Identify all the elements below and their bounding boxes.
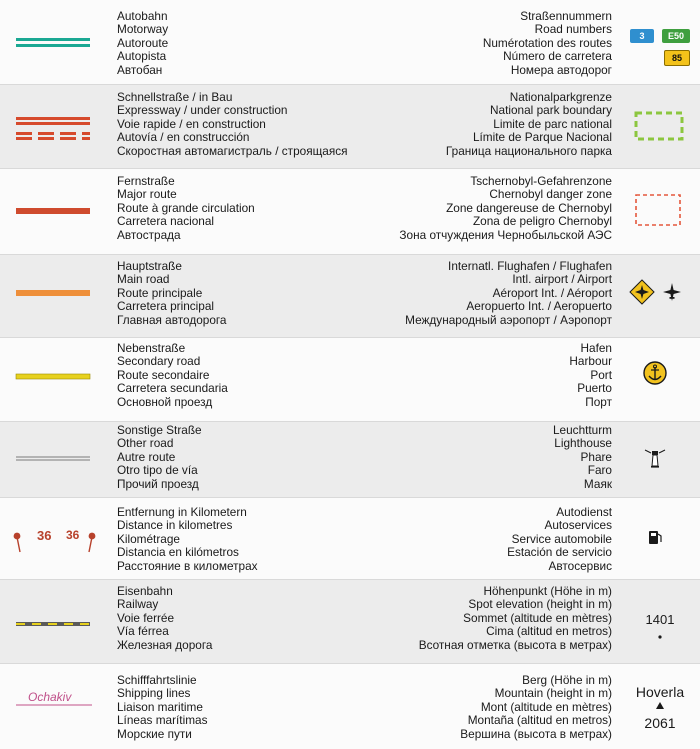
- label: Autobahn: [117, 9, 168, 23]
- label: Скоростная автомагистраль / строящаяся: [117, 143, 348, 158]
- legend-row-major-route: [0, 169, 700, 255]
- label: Shipping lines: [117, 686, 191, 701]
- label: Railway: [117, 597, 159, 612]
- expressway-symbol: [0, 85, 110, 168]
- label: Service automobile: [511, 531, 612, 546]
- label: Spot elevation (height in m): [468, 597, 612, 612]
- label: Zone dangereuse de Chernobyl: [446, 200, 612, 215]
- autoservice-symbol: [620, 498, 700, 579]
- label: Lighthouse: [554, 436, 612, 451]
- label: Otro tipo de vía: [117, 463, 198, 478]
- label: Chernobyl danger zone: [489, 187, 612, 202]
- spot-elevation-labels: [292, 585, 612, 652]
- legend-row-railway: [0, 580, 700, 664]
- label: Estación de servicio: [507, 545, 612, 560]
- label: Höhenpunkt (Höhe in m): [483, 584, 612, 598]
- label: Cima (altitud en metros): [486, 624, 612, 639]
- mountain-name: Hoverla: [635, 684, 685, 700]
- major-route-symbol: [0, 169, 110, 254]
- label: Fernstraße: [117, 174, 175, 188]
- label: Aeropuerto Int. / Aeropuerto: [466, 299, 612, 314]
- label: Zona de peligro Chernobyl: [472, 214, 612, 229]
- label: Sommet (altitude en mètres): [463, 610, 612, 625]
- international-airport-icon: [630, 280, 654, 304]
- label: Montaña (altitud en metros): [467, 713, 612, 728]
- label: Schnellstraße / in Bau: [117, 90, 233, 104]
- label: Carretera principal: [117, 299, 215, 314]
- legend-row-other-road: [0, 422, 700, 498]
- label: Major route: [117, 187, 177, 202]
- mountain-symbol: [620, 664, 700, 744]
- national-park-labels: [292, 91, 612, 158]
- label: Расстояние в километрах: [117, 558, 258, 573]
- distance-value-right: 36: [66, 528, 80, 542]
- label: Nebenstraße: [117, 341, 186, 355]
- label: Маяк: [583, 476, 612, 491]
- label: Порт: [585, 394, 612, 409]
- label: Основной проезд: [117, 394, 213, 409]
- spot-elevation-value: 1401: [645, 612, 675, 627]
- mountain-labels: [292, 674, 612, 741]
- airport-labels: [292, 260, 612, 327]
- ferry-destination-label: Ochakiv: [28, 690, 72, 704]
- label: Secondary road: [117, 354, 201, 369]
- legend-row-expressway: [0, 85, 700, 169]
- label: Граница национального парка: [445, 143, 612, 158]
- harbour-labels: [292, 342, 612, 409]
- label: Autovía / en construcción: [117, 130, 250, 145]
- label: Зона отчуждения Чернобыльской АЭС: [399, 227, 612, 242]
- road-number-badge-blue: 3: [630, 29, 654, 43]
- label: Limite de parc national: [493, 116, 612, 131]
- shipping-line-symbol: [0, 664, 110, 744]
- label: Route à grande circulation: [117, 200, 255, 215]
- autoservice-labels: [292, 506, 612, 573]
- label: Aéroport Int. / Aéroport: [492, 285, 612, 300]
- label: Main road: [117, 272, 170, 287]
- label: Voie rapide / en construction: [117, 116, 266, 131]
- label: Железная дорога: [117, 637, 213, 652]
- legend-row-secondary-road: [0, 338, 700, 422]
- label: Автобан: [117, 62, 163, 77]
- label: Autodienst: [556, 505, 612, 519]
- lighthouse-symbol: [620, 422, 700, 497]
- label: Autopista: [117, 49, 167, 64]
- road-number-labels: [292, 10, 612, 77]
- label: Carretera secundaria: [117, 381, 228, 396]
- label: Вершина (высота в метрах): [460, 726, 612, 741]
- other-road-symbol: [0, 422, 110, 497]
- label: Harbour: [569, 354, 612, 369]
- label: Международный аэропорт / Аэропорт: [405, 312, 612, 327]
- distance-symbol: [0, 498, 110, 579]
- label: Berg (Höhe in m): [522, 673, 612, 687]
- label: Автострада: [117, 227, 181, 242]
- label: Vía férrea: [117, 624, 169, 639]
- lighthouse-labels: [292, 424, 612, 491]
- label: Liaison maritime: [117, 699, 203, 714]
- label: Autoservices: [544, 518, 612, 533]
- label: Intl. airport / Airport: [512, 272, 612, 287]
- distance-value-left: 36: [37, 528, 52, 543]
- label: Автосервис: [548, 558, 612, 573]
- label: Tschernobyl-Gefahrenzone: [470, 174, 612, 188]
- legend-row-motorway: [0, 0, 700, 85]
- legend-row-shipping: [0, 664, 700, 744]
- road-number-badge-yellow: 85: [664, 50, 690, 66]
- label: Distance in kilometres: [117, 518, 233, 533]
- label: Eisenbahn: [117, 584, 173, 598]
- main-road-symbol: [0, 255, 110, 337]
- label: Entfernung in Kilometern: [117, 505, 247, 519]
- airport-icon: [663, 283, 681, 301]
- label: National park boundary: [490, 103, 612, 118]
- anchor-icon: [644, 362, 666, 384]
- label: Other road: [117, 436, 174, 451]
- label: Límite de Parque Nacional: [472, 130, 612, 145]
- motorway-symbol: [0, 0, 110, 84]
- mountain-triangle-icon: [656, 702, 664, 709]
- label: Leuchtturm: [552, 423, 612, 437]
- label: Numérotation des routes: [482, 35, 612, 50]
- label: Voie ferrée: [117, 610, 175, 625]
- label: Mountain (height in m): [494, 686, 612, 701]
- label: Autoroute: [117, 35, 169, 50]
- label: Всотная отметка (высота в метрах): [418, 637, 612, 652]
- label: Motorway: [117, 22, 169, 37]
- label: Sonstige Straße: [117, 423, 202, 437]
- label: Hafen: [580, 341, 612, 355]
- road-number-badge-green: E50: [662, 29, 690, 43]
- label: Phare: [580, 449, 612, 464]
- road-number-symbols: [620, 0, 700, 84]
- label: Autre route: [117, 449, 176, 464]
- legend-row-distance: [0, 498, 700, 580]
- label: Carretera nacional: [117, 214, 215, 229]
- label: Hauptstraße: [117, 259, 182, 273]
- label: Главная автодорога: [117, 312, 227, 327]
- label: Kilométrage: [117, 531, 180, 546]
- label: Internatl. Flughafen / Flughafen: [448, 259, 612, 273]
- chernobyl-zone-labels: [292, 175, 612, 242]
- airport-symbols: [620, 255, 700, 337]
- spot-elevation-symbol: [620, 580, 700, 663]
- label: Schifffahrtslinie: [117, 673, 197, 687]
- chernobyl-zone-symbol: [620, 169, 700, 254]
- railway-symbol: [0, 580, 110, 663]
- label: Straßennummern: [520, 9, 612, 23]
- lighthouse-icon: [645, 450, 665, 468]
- label: Прочий проезд: [117, 476, 199, 491]
- label: Faro: [587, 463, 612, 478]
- label: Road numbers: [534, 22, 612, 37]
- label: Mont (altitude en mètres): [480, 699, 612, 714]
- harbour-symbol: [620, 338, 700, 421]
- legend-row-main-road: [0, 255, 700, 338]
- label: Número de carretera: [503, 49, 612, 64]
- label: Номера автодорог: [510, 62, 612, 77]
- label: Expressway / under construction: [117, 103, 288, 118]
- fuel-pump-icon: [649, 531, 661, 544]
- label: Distancia en kilómetros: [117, 545, 239, 560]
- secondary-road-symbol: [0, 338, 110, 421]
- label: Port: [590, 367, 612, 382]
- mountain-height: 2061: [644, 715, 676, 731]
- label: Puerto: [577, 381, 612, 396]
- label: Líneas marítimas: [117, 713, 208, 728]
- national-park-boundary-symbol: [620, 85, 700, 168]
- spot-elevation-dot: [658, 635, 661, 638]
- label: Route secondaire: [117, 367, 210, 382]
- label: Route principale: [117, 285, 203, 300]
- label: Морские пути: [117, 726, 192, 741]
- label: Nationalparkgrenze: [509, 90, 612, 104]
